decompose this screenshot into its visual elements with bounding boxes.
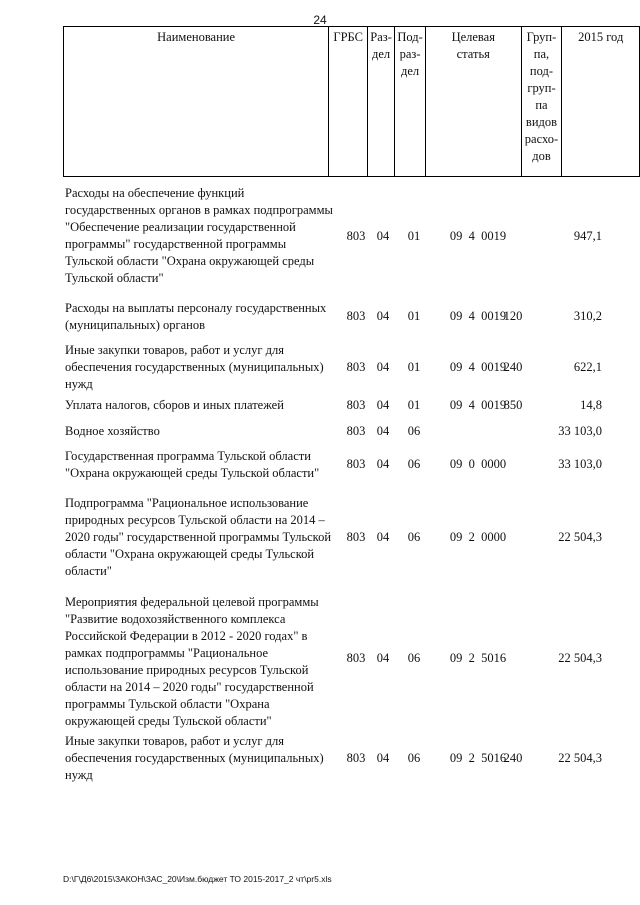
row-name: Расходы на обеспечение функций государственных органов в рамках подпрограммы "Обеспечение реализации государственной программы" государственной программы Тульской области "Охрана окружающей среды Тульской области" [65, 186, 333, 285]
row-celevaya-statya: 09 4 0019 [449, 229, 507, 243]
row-razdel: 04 [376, 229, 390, 243]
row-razdel: 04 [376, 751, 390, 765]
row-razdel: 04 [376, 651, 390, 665]
row-podrazdel: 06 [407, 457, 421, 471]
row-razdel: 04 [376, 360, 390, 374]
row-gruppa: 240 [503, 360, 523, 374]
footer-file-path: D:\Г\Д6\2015\ЗАКОН\ЗАС_20\Изм.бюджет ТО 2015-2017_2 чт\pr5.xls [63, 874, 332, 884]
row-name: Иные закупки товаров, работ и услуг для обеспечения государственных (муниципальных) нужд [65, 343, 324, 391]
row-sum: 310,2 [573, 309, 602, 323]
row-grbs: 803 [346, 457, 366, 471]
row-podrazdel: 01 [407, 398, 421, 412]
row-name: Подпрограмма "Рациональное использование природных ресурсов Тульской области на 2014 – 2020 годы" государственной программы Тульской области "Охрана окружающей среды Тульской области" [65, 496, 332, 578]
row-name: Водное хозяйство [65, 424, 160, 438]
row-celevaya-statya: 09 2 5016 [449, 751, 507, 765]
row-razdel: 04 [376, 309, 390, 323]
row-grbs: 803 [346, 530, 366, 544]
row-razdel: 04 [376, 530, 390, 544]
header-razdel: Раз- дел [368, 27, 395, 177]
row-grbs: 803 [346, 398, 366, 412]
row-name: Уплата налогов, сборов и иных платежей [65, 398, 284, 412]
header-gruppa-vidov: Груп- па, под- груп- па видов расхо- дов [521, 27, 562, 177]
row-podrazdel: 06 [407, 530, 421, 544]
row-celevaya-statya: 09 2 0000 [449, 530, 507, 544]
row-podrazdel: 06 [407, 751, 421, 765]
header-celevaya-statya: Целевая статья [426, 27, 522, 177]
row-celevaya-statya: 09 0 0000 [449, 457, 507, 471]
header-name: Наименование [64, 27, 329, 177]
row-podrazdel: 01 [407, 309, 421, 323]
row-gruppa: 850 [503, 398, 523, 412]
row-sum: 33 103,0 [558, 424, 602, 438]
row-razdel: 04 [376, 457, 390, 471]
row-celevaya-statya: 09 2 5016 [449, 651, 507, 665]
row-name: Расходы на выплаты персоналу государственных (муниципальных) органов [65, 301, 327, 332]
row-name: Государственная программа Тульской области "Охрана окружающей среды Тульской области" [65, 449, 320, 480]
row-sum: 22 504,3 [558, 751, 602, 765]
row-grbs: 803 [346, 651, 366, 665]
row-gruppa: 120 [503, 309, 523, 323]
row-grbs: 803 [346, 424, 366, 438]
row-sum: 22 504,3 [558, 651, 602, 665]
header-grbs: ГРБС [329, 27, 368, 177]
header-podrazdel: Под- раз- дел [395, 27, 426, 177]
row-celevaya-statya: 09 4 0019 [449, 398, 507, 412]
row-podrazdel: 01 [407, 360, 421, 374]
row-sum: 14,8 [580, 398, 602, 412]
row-grbs: 803 [346, 751, 366, 765]
row-name: Иные закупки товаров, работ и услуг для обеспечения государственных (муниципальных) нужд [65, 734, 324, 782]
row-celevaya-statya: 09 4 0019 [449, 309, 507, 323]
row-gruppa: 240 [503, 751, 523, 765]
row-sum: 22 504,3 [558, 530, 602, 544]
row-grbs: 803 [346, 229, 366, 243]
row-celevaya-statya: 09 4 0019 [449, 360, 507, 374]
table-header [63, 26, 640, 177]
row-sum: 622,1 [573, 360, 602, 374]
row-podrazdel: 01 [407, 229, 421, 243]
row-sum: 947,1 [573, 229, 602, 243]
row-sum: 33 103,0 [558, 457, 602, 471]
row-podrazdel: 06 [407, 651, 421, 665]
row-name: Мероприятия федеральной целевой программы "Развитие водохозяйственного комплекса Российской Федерации в 2012 - 2020 годах" в рамках подпрограммы "Рациональное использование природных ресурсов Тульской области на 2014 – 2020 годы" государственной программы Тульской области "Охрана окружающей среды Тульской области" [65, 595, 319, 728]
row-grbs: 803 [346, 309, 366, 323]
row-razdel: 04 [376, 398, 390, 412]
page-number: 24 [313, 13, 327, 27]
row-razdel: 04 [376, 424, 390, 438]
header-year: 2015 год [562, 27, 640, 177]
row-grbs: 803 [346, 360, 366, 374]
row-podrazdel: 06 [407, 424, 421, 438]
